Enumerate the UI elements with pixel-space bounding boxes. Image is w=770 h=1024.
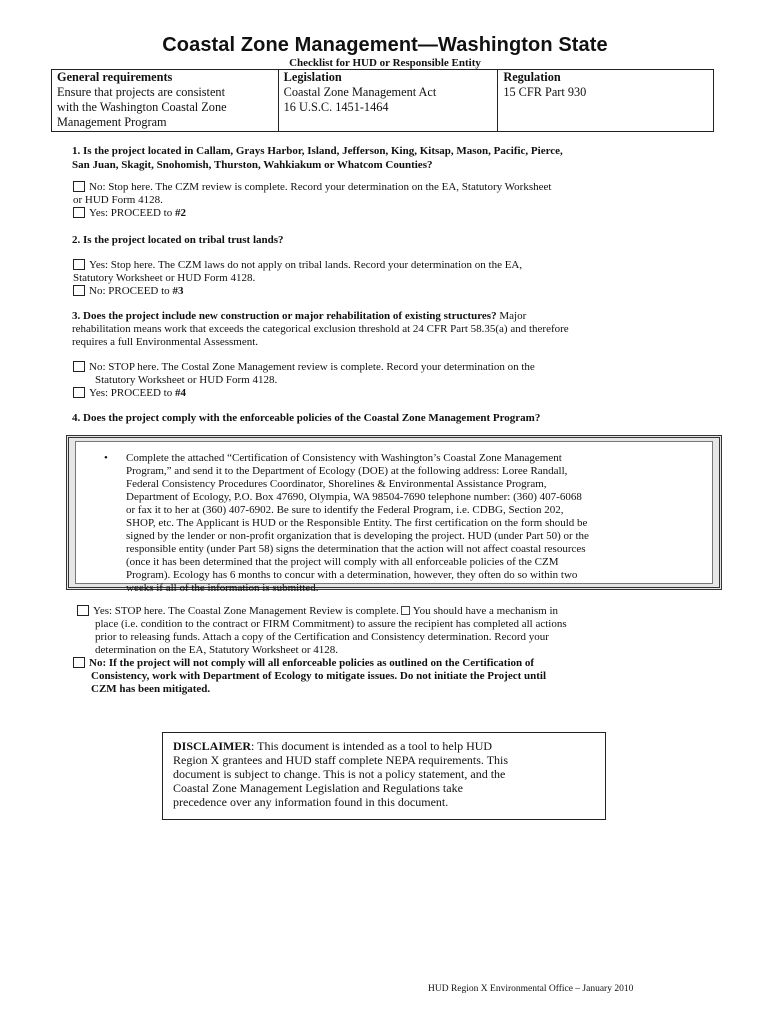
q3-no-checkbox[interactable] xyxy=(73,361,85,372)
q2-yes-option: Yes: Stop here. The CZM laws do not apply on tribal lands. Record your determination on the EA, Statutory Worksheet or HUD Form 4128. xyxy=(73,259,523,284)
question-2: 2. Is the project located on tribal trust lands? xyxy=(72,234,284,246)
q3-no-option: No: STOP here. The Costal Zone Management review is complete. Record your determination on the Statutory Worksheet or HUD Form 4128. xyxy=(73,361,713,387)
q1-yes-checkbox[interactable] xyxy=(73,207,85,218)
q1-no-option: No: Stop here. The CZM review is complete. Record your determination on the EA, Statutory Worksheet or HUD Form 4128. xyxy=(73,181,552,206)
footer-text: HUD Region X Environmental Office – January 2010 xyxy=(428,984,634,994)
header-regulation: Regulation xyxy=(498,70,714,86)
q3-yes-option: Yes: PROCEED to #4 xyxy=(73,387,713,400)
q4-yes-option: Yes: STOP here. The Coastal Zone Management Review is complete. You should have a mechanism in place (i.e. condition to the contract or FIRM Commitment) to assure the recipient has completed all actions prior to releasing funds. Attach a copy of the Certification and Consistency determination. Record your determination on the EA, Statutory Worksheet or 4128. xyxy=(77,605,717,657)
q4-yes-checkbox[interactable] xyxy=(77,605,89,616)
q2-yes-checkbox[interactable] xyxy=(73,259,85,270)
cell-general: Ensure that projects are consistent with the Washington Coastal Zone Management Program xyxy=(52,85,279,132)
q4-no-checkbox[interactable] xyxy=(73,657,85,668)
q1-yes-option: Yes: PROCEED to #2 xyxy=(73,207,713,220)
cell-legislation: Coastal Zone Management Act 16 U.S.C. 1451-1464 xyxy=(278,85,498,132)
disclaimer-box: DISCLAIMER: This document is intended as a tool to help HUD Region X grantees and HUD staff complete NEPA requirements. This document is subject to change. This is not a policy statement, and the Coastal Zone Management Legislation and Regulations take precedence over any information found in this document. xyxy=(162,732,606,820)
page-title: Coastal Zone Management—Washington State xyxy=(162,34,608,56)
q2-no-checkbox[interactable] xyxy=(73,285,85,296)
q1-no-checkbox[interactable] xyxy=(73,181,85,192)
disclaimer-label: DISCLAIMER xyxy=(173,739,252,753)
q4-no-option: No: If the project will not comply will all enforceable policies as outlined on the Certification of Consistency, work with Department of Ecology to mitigate issues. Do not initiate the Project until CZM has been mitigated. xyxy=(73,657,718,696)
question-4: 4. Does the project comply with the enforceable policies of the Coastal Zone Management Program? xyxy=(72,412,541,424)
page-subtitle: Checklist for HUD or Responsible Entity xyxy=(289,57,481,69)
requirements-table xyxy=(51,69,714,132)
instructions-box xyxy=(66,435,722,594)
q3-yes-checkbox[interactable] xyxy=(73,387,85,398)
cell-regulation: 15 CFR Part 930 xyxy=(498,85,714,132)
bullet-icon: • xyxy=(104,452,108,464)
q2-no-option: No: PROCEED to #3 xyxy=(73,285,713,298)
header-legislation: Legislation xyxy=(278,70,498,86)
question-3: 3. Does the project include new construction or major rehabilitation of existing structures? Major rehabilitation means work that exceeds the categorical exclusion threshold at 24 CFR Part 58.35(a) and therefore requires a full Environmental Assessment. xyxy=(72,310,569,348)
question-1: 1. Is the project located in Callam, Grays Harbor, Island, Jefferson, King, Kitsap, Mason, Pacific, Pierce, San Juan, Skagit, Snohomish, Thurston, Wahkiakum or Whatcom Counties? xyxy=(72,145,563,171)
certification-instructions: Complete the attached “Certification of Consistency with Washington’s Coastal Zone Management Program,” and send it to the Department of Ecology (DOE) at the following address: Loree Randall, Federal Consistency Procedures Coordinator, Shorelines & Environmental Assistance Program, Department of Ecology, P.O. Box 47690, Olympia, WA 98504-7690 telephone number: (360) 407-6068 or fax it to her at (360) 407-6902. Be sure to identify the Federal Program, i.e. CDBG, Section 202, SHOP, etc. The Applicant is HUD or the Responsible Entity. The first certification on the form should be signed by the lender or non-profit organization that is developing the project. HUD (under Part 50) or the responsible entity (under Part 58) signs the determination that the action will not affect coastal resources (once it has been determined that the project will comply with all enforceable policies of the CZM Program). Ecology has 6 months to concur with a determination, however, they often do so within two weeks if all of the information is submitted. xyxy=(126,452,589,594)
header-general: General requirements xyxy=(52,70,279,86)
